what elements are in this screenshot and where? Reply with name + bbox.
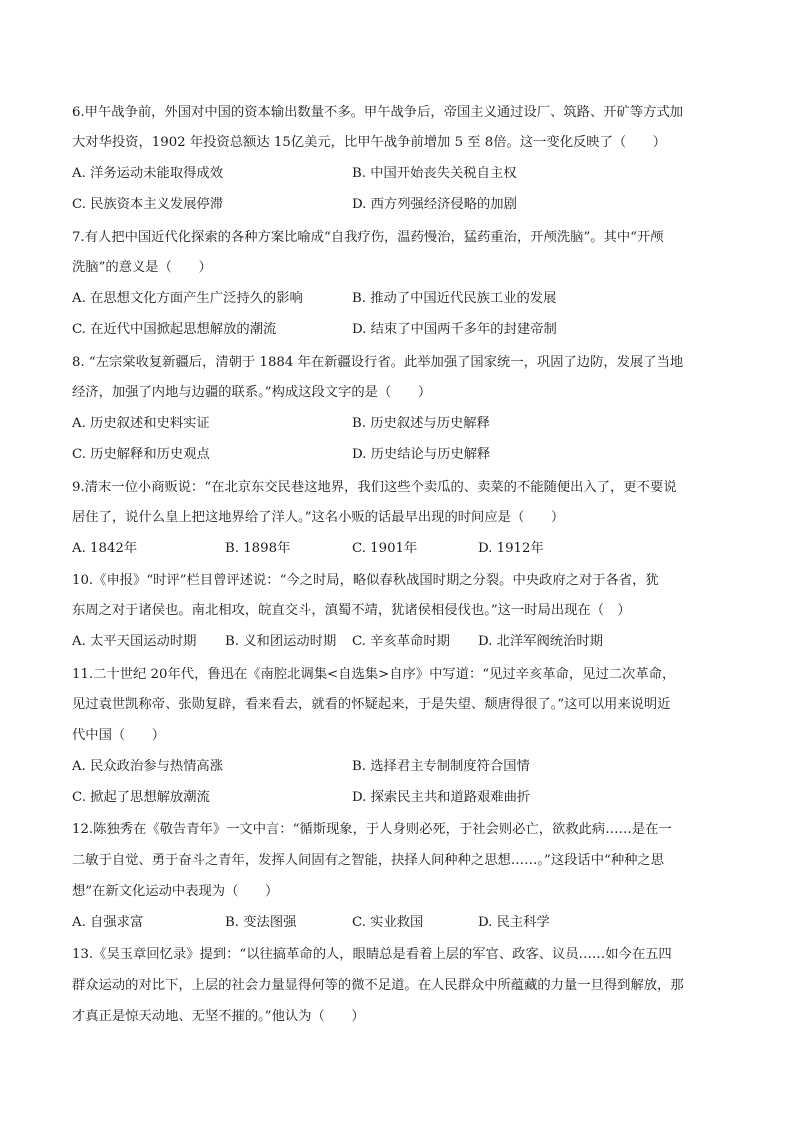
option-c: C. 掀起了思想解放潮流 [72, 790, 210, 805]
option-c: C. 在近代中国掀起思想解放的潮流 [72, 322, 277, 337]
option-d: D. 1912年 [478, 541, 544, 556]
question-stem-line: 8. “左宗棠收复新疆后，清朝于 1884 年在新疆设行省。此举加强了国家统一，巩固了边防，发展了当地 [72, 355, 684, 370]
option-c: C. 辛亥革命时期 [352, 634, 450, 649]
question-stem-line: 才真正是惊天动地、无坚不摧的。”他认为（ ） [72, 1009, 365, 1024]
option-a: A. 在思想文化方面产生广泛持久的影响 [72, 291, 303, 306]
option-c: C. 1901年 [352, 541, 418, 556]
question-stem-line: 大对华投资，1902 年投资总额达 15亿美元，比甲午战争前增加 5 至 8倍。这一变化反映了（ ） [72, 135, 667, 150]
option-d: D. 历史结论与历史解释 [352, 447, 491, 462]
question-stem-line: 13.《吴玉章回忆录》提到：“以往搞革命的人，眼睛总是看着上层的军官、政客、议员……如今在五四 [72, 947, 672, 962]
question-stem-line: 想”在新文化运动中表现为（ ） [72, 884, 279, 899]
option-a: A. 洋务运动未能取得成效 [72, 166, 224, 181]
question-stem-line: 东周之对于诸侯也。南北相攻，皖直交斗，滇蜀不靖，犹诸侯相侵伐也。”这一时局出现在（ ） [72, 603, 631, 618]
option-a: A. 历史叙述和史料实证 [72, 416, 210, 431]
question-stem-line: 见过袁世凯称帝、张勋复辟，看来看去，就看的怀疑起来，于是失望、颓唐得很了。”这可以用来说明近 [72, 697, 671, 712]
option-b: B. 中国开始丧失关税自主权 [352, 166, 517, 181]
option-a: A. 自强求富 [72, 915, 144, 930]
question-stem-line: 代中国（ ） [72, 728, 166, 743]
option-d: D. 民主科学 [478, 915, 550, 930]
option-c: C. 历史解释和历史观点 [72, 447, 210, 462]
question-stem-line: 11.二十世纪 20年代，鲁迅在《南腔北调集<自选集>自序》中写道：“见过辛亥革命，见过二次革命， [72, 667, 676, 682]
question-stem-line: 6.甲午战争前，外国对中国的资本输出数量不多。甲午战争后，帝国主义通过设厂、筑路、开矿等方式加 [72, 105, 684, 120]
option-a: A. 1842年 [72, 541, 138, 556]
option-b: B. 历史叙述与历史解释 [352, 416, 490, 431]
option-b: B. 推动了中国近代民族工业的发展 [352, 291, 557, 306]
option-b: B. 1898年 [225, 541, 291, 556]
option-b: B. 义和团运动时期 [225, 634, 337, 649]
question-stem-line: 二敏于自觉、勇于奋斗之青年，发挥人间固有之智能，抉择人间种种之思想……。”这段话中“种种之思 [72, 853, 665, 868]
option-d: D. 探索民主共和道路艰难曲折 [352, 790, 531, 805]
question-stem-line: 居住了，说什么皇上把这地界给了洋人。”这名小贩的话最早出现的时间应是（ ） [72, 510, 565, 525]
option-d: D. 北洋军阀统治时期 [478, 634, 604, 649]
option-b: B. 选择君主专制制度符合国情 [352, 759, 530, 774]
option-d: D. 西方列强经济侵略的加剧 [352, 197, 517, 212]
option-a: A. 太平天国运动时期 [72, 634, 197, 649]
question-stem-line: 7.有人把中国近代化探索的各种方案比喻成“自我疗伤，温药慢治，猛药重治，开颅洗脑”。其中“开颅 [72, 230, 664, 245]
question-stem-line: 10.《申报》“时评”栏目曾评述说：“今之时局，略似春秋战国时期之分裂。中央政府之对于各省，犹 [72, 573, 659, 588]
option-c: C. 实业救国 [352, 915, 424, 930]
question-stem-line: 洗脑”的意义是（ ） [72, 260, 212, 275]
question-stem-line: 群众运动的对比下，上层的社会力量显得何等的微不足道。在人民群众中所蕴藏的力量一旦得到解放，那 [72, 978, 684, 993]
option-d: D. 结束了中国两千多年的封建帝制 [352, 322, 557, 337]
question-stem-line: 12.陈独秀在《敬告青年》一文中言：“循斯现象，于人身则必死，于社会则必亡，欲救此病……是在一 [72, 822, 672, 837]
question-stem-line: 经济，加强了内地与边疆的联系。”构成这段文字的是（ ） [72, 385, 432, 400]
option-b: B. 变法图强 [225, 915, 297, 930]
option-c: C. 民族资本主义发展停滞 [72, 197, 224, 212]
option-a: A. 民众政治参与热情高涨 [72, 759, 224, 774]
question-stem-line: 9.清末一位小商贩说：“在北京东交民巷这地界，我们这些个卖瓜的、卖菜的不能随便出入了，更不要说 [72, 480, 677, 495]
